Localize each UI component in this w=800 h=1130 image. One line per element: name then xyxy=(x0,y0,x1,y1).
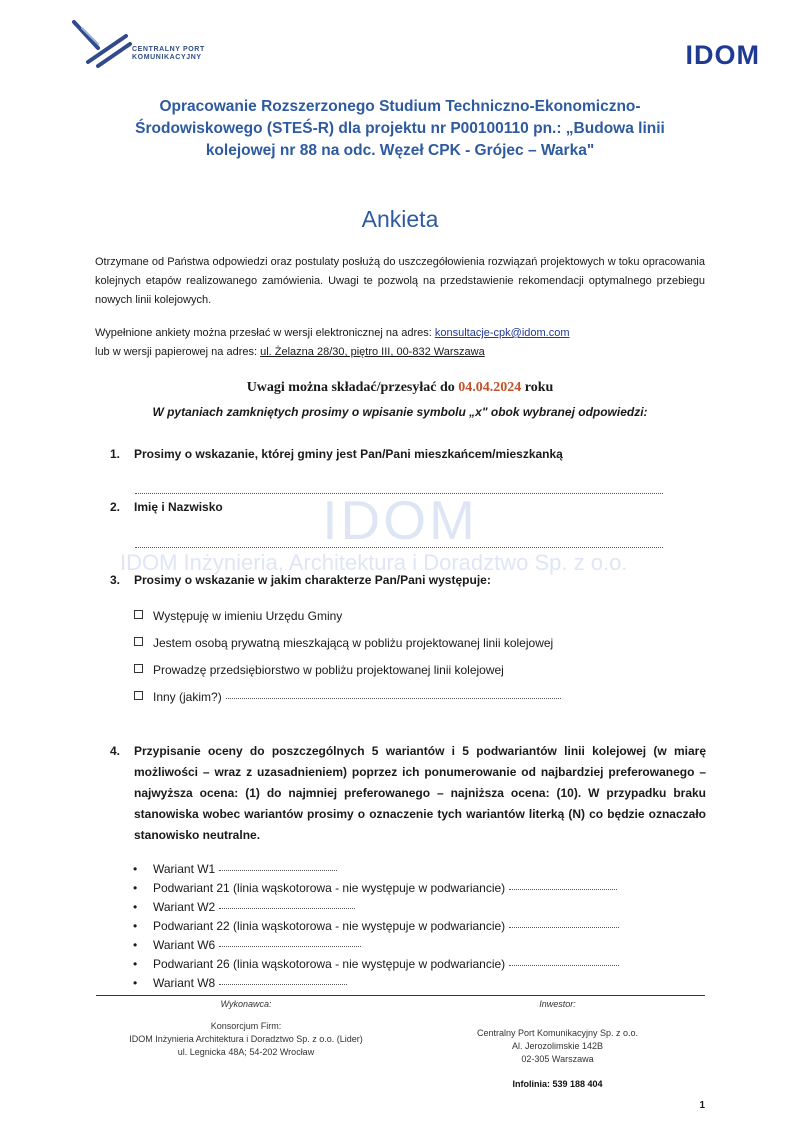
watermark-text: IDOM Inżynieria, Architektura i Doradztwo Sp. z o.o. xyxy=(120,550,628,575)
answer-line[interactable] xyxy=(219,946,361,947)
footer-line: Konsorcjum Firm: xyxy=(210,1021,282,1031)
option-urzad-gminy[interactable] xyxy=(134,609,342,623)
list-item: • Wariant W2 xyxy=(133,898,619,917)
title-line-3: kolejowej nr 88 na odc. Węzeł CPK - Grójec – Warka" xyxy=(205,142,595,159)
list-item: • Wariant W1 xyxy=(133,860,619,879)
answer-line-inny[interactable] xyxy=(226,698,561,699)
answer-line[interactable] xyxy=(509,965,619,966)
question-text: Imię i Nazwisko xyxy=(134,500,223,514)
footer-investor xyxy=(410,998,705,1091)
page-number: 1 xyxy=(699,1100,705,1111)
question-number: 4. xyxy=(110,744,121,758)
list-item: • Podwariant 21 (linia wąskotorowa - nie występuje w podwariancie) xyxy=(133,879,619,898)
intro-paragraph: Otrzymane od Państwa odpowiedzi oraz postulaty posłużą do uszczegółowienia rozwiązań projektowych w toku opracowania kolejnych etapów realizowanego zamówienia. Uwagi te pozwolą na przedstawienie rekomendacji optymalnego przebiegu nowych linii kolejowych. xyxy=(95,256,705,306)
question-number: 3. xyxy=(110,573,121,587)
footer-label: Wykonawca: xyxy=(220,999,272,1009)
deadline-notice xyxy=(0,380,800,396)
checkbox-icon[interactable] xyxy=(134,664,143,673)
question-number: 2. xyxy=(110,500,121,514)
answer-line-2[interactable] xyxy=(135,547,663,548)
checkbox-icon[interactable] xyxy=(134,691,143,700)
submission-paragraph xyxy=(95,324,705,362)
document-title xyxy=(70,96,730,162)
page-heading: Ankieta xyxy=(361,206,439,232)
option-przedsiebiorstwo[interactable] xyxy=(134,663,504,677)
answer-line[interactable] xyxy=(219,908,355,909)
option-label: Występuję w imieniu Urzędu Gminy xyxy=(153,609,343,623)
deadline-text: Uwagi można składać/przesyłać do xyxy=(246,380,455,395)
watermark-logo: IDOM xyxy=(322,489,478,551)
question-3 xyxy=(110,573,491,587)
email-link[interactable]: konsultacje-cpk@idom.com xyxy=(434,327,570,339)
list-item: • Wariant W6 xyxy=(133,936,619,955)
answer-line[interactable] xyxy=(509,927,619,928)
answer-line[interactable] xyxy=(509,889,617,890)
footer-line: Centralny Port Komunikacyjny Sp. z o.o. xyxy=(476,1028,639,1038)
option-inny[interactable] xyxy=(134,690,561,704)
option-label: Inny (jakim?) xyxy=(153,690,222,704)
deadline-suffix: roku xyxy=(524,380,554,395)
footer-line: Al. Jerozolimskie 142B xyxy=(511,1041,604,1051)
checkbox-icon[interactable] xyxy=(134,637,143,646)
cpk-logo-icon xyxy=(68,18,238,70)
question-1 xyxy=(110,447,563,461)
footer-contractor xyxy=(96,998,396,1059)
submission-text-1: Wypełnione ankiety można przesłać w wersji elektronicznej na adres: xyxy=(95,327,432,339)
footer-line: ul. Legnicka 48A; 54-202 Wrocław xyxy=(177,1047,315,1057)
list-item: • Wariant W8 xyxy=(133,974,619,993)
answer-line-1[interactable] xyxy=(135,493,663,494)
checkbox-icon[interactable] xyxy=(134,610,143,619)
answer-line[interactable] xyxy=(219,984,347,985)
list-item: • Podwariant 22 (linia wąskotorowa - nie występuje w podwariancie) xyxy=(133,917,619,936)
variant-list xyxy=(133,860,619,993)
footer-divider xyxy=(96,995,705,996)
footer-infolinia: Infolinia: 539 188 404 xyxy=(512,1079,603,1089)
submission-text-2: lub w wersji papierowej na adres: xyxy=(95,346,258,358)
question-number: 1. xyxy=(110,447,121,461)
question-4 xyxy=(110,741,706,846)
deadline-date: 04.04.2024 xyxy=(458,380,522,395)
footer-line: IDOM Inżynieria Architektura i Doradztwo Sp. z o.o. (Lider) xyxy=(129,1034,363,1044)
idom-logo: IDOM xyxy=(685,40,760,70)
instruction-text: W pytaniach zamkniętych prosimy o wpisanie symbolu „x" obok wybranej odpowiedzi: xyxy=(152,405,648,419)
question-2 xyxy=(110,500,223,514)
answer-line[interactable] xyxy=(219,870,337,871)
title-line-1: Opracowanie Rozszerzonego Studium Techniczno-Ekonomiczno- xyxy=(159,98,641,115)
postal-address: ul. Żelazna 28/30, piętro III, 00-832 Warszawa xyxy=(260,346,485,358)
question-text: Przypisanie oceny do poszczególnych 5 wariantów i 5 podwariantów linii kolejowej (w miarę możliwości – wraz z uzasadnieniem) poprzez ich ponumerowanie od najbardziej preferowanego – najwyższa ocena: (1) do najmniej preferowanego – najniższa ocena: (10). W przypadku braku stanowiska wobec wariantów prosimy o oznaczenie tych wariantów literką (N) co będzie oznaczało stanowisko neutralne. xyxy=(134,744,706,842)
footer-label: Inwestor: xyxy=(539,999,576,1009)
option-label: Jestem osobą prywatną mieszkającą w pobliżu projektowanej linii kolejowej xyxy=(153,636,554,650)
list-item: • Podwariant 26 (linia wąskotorowa - nie występuje w podwariancie) xyxy=(133,955,619,974)
question-text: Prosimy o wskazanie w jakim charakterze Pan/Pani występuje: xyxy=(134,573,491,587)
footer-line: 02-305 Warszawa xyxy=(521,1054,594,1064)
question-text: Prosimy o wskazanie, której gminy jest Pan/Pani mieszkańcem/mieszkanką xyxy=(134,447,563,461)
option-label: Prowadzę przedsiębiorstwo w pobliżu projektowanej linii kolejowej xyxy=(153,663,504,677)
option-osoba-prywatna[interactable] xyxy=(134,636,553,650)
title-line-2: Środowiskowego (STEŚ-R) dla projektu nr P00100110 pn.: „Budowa linii xyxy=(135,120,665,137)
cpk-logo-text: CENTRALNY PORT KOMUNIKACYJNY xyxy=(132,46,205,61)
